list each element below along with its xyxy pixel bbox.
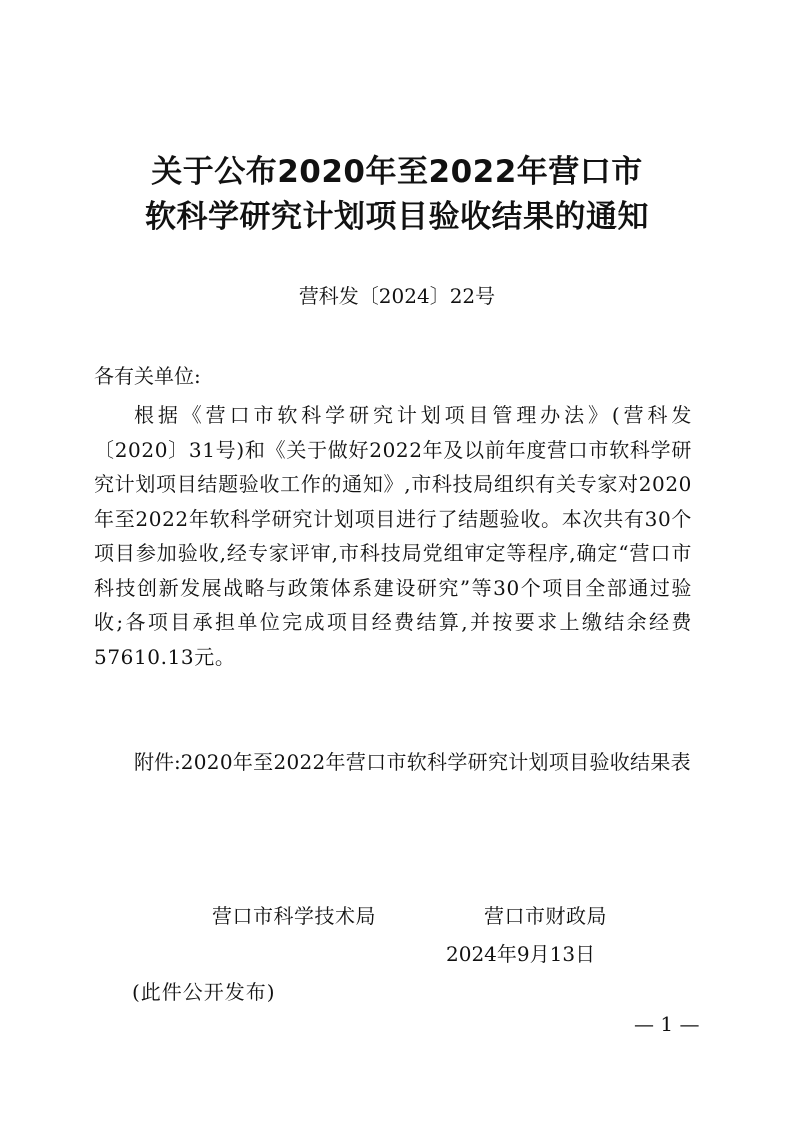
attachment-line (134, 745, 694, 779)
public-release-note: (此件公开发布) (132, 980, 276, 1004)
body-paragraph: 根据《营口市软科学研究计划项目管理办法》(营科发〔2020〕31号)和《关于做好2022年及以前年度营口市软科学研究计划项目结题验收工作的通知》,市科技局组织有关专家对2020年至2022年软科学研究计划项目进行了结题验收。本次共有30个项目参加验收,经专家评审,市科技局党组审定等程序,确定“营口市科技创新发展战略与政策体系建设研究”等30个项目全部通过验收;各项目承担单位完成项目经费结算,并按要求上缴结余经费57610.13元。 (94, 403, 692, 669)
issuer-science-bureau: 营口市科学技术局 (212, 904, 376, 928)
document-title-line-2: 软科学研究计划项目验收结果的通知 (145, 199, 649, 235)
issuer-finance-bureau: 营口市财政局 (484, 904, 607, 928)
page-number: — 1 — (634, 1012, 700, 1036)
issue-date: 2024年9月13日 (446, 942, 596, 966)
attachment-label: 附件: (134, 750, 181, 774)
document-number: 营科发〔2024〕22号 (298, 284, 496, 308)
attachment-title: 2020年至2022年营口市软科学研究计划项目验收结果表 (180, 750, 691, 774)
salutation: 各有关单位: (94, 364, 201, 388)
document-title-line-1: 关于公布2020年至2022年营口市 (151, 154, 643, 190)
